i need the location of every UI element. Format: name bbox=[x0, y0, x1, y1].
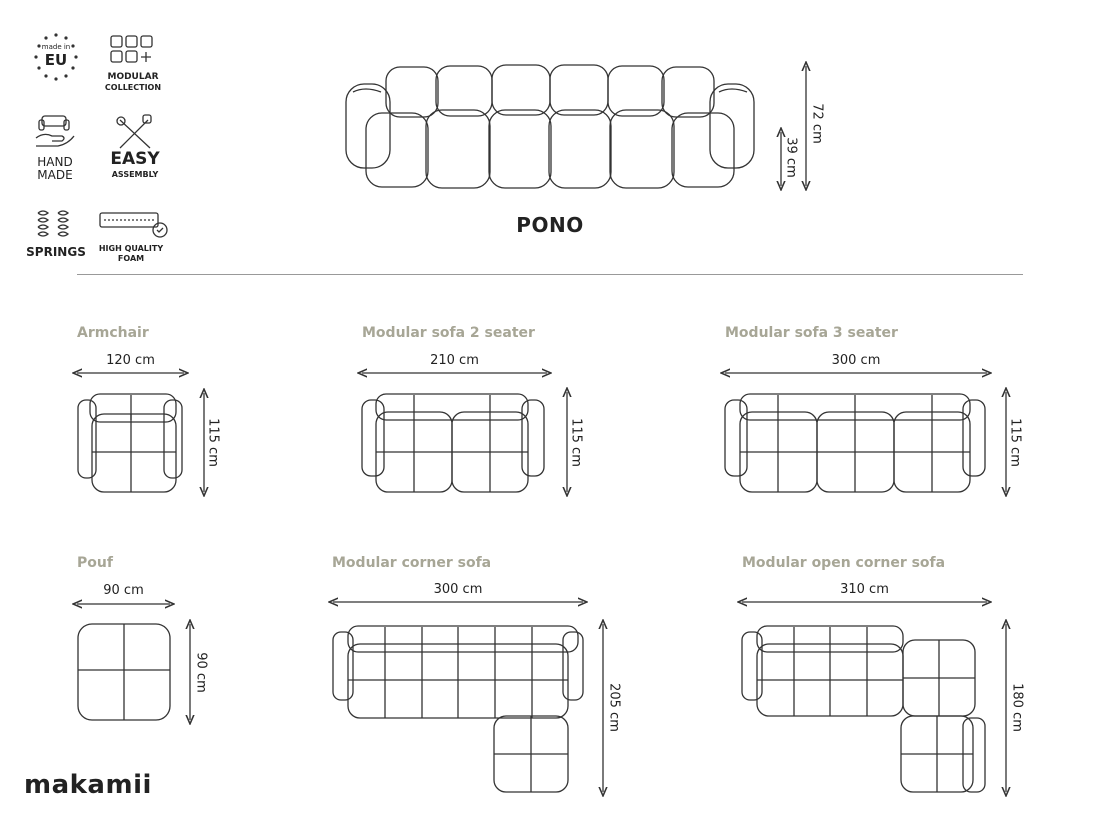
pouf-title: Pouf bbox=[77, 555, 113, 571]
springs-label: SPRINGS bbox=[26, 245, 86, 259]
tools-icon bbox=[117, 115, 151, 148]
corner-width: 300 cm bbox=[433, 582, 483, 597]
open-corner-depth: 180 cm bbox=[1009, 683, 1025, 732]
pono-front-view bbox=[346, 65, 806, 188]
seat-height-label: 39 cm bbox=[783, 137, 799, 178]
sofa2-drawing bbox=[362, 373, 567, 492]
assembly-label: ASSEMBLY bbox=[111, 170, 159, 179]
springs-icon bbox=[38, 211, 68, 236]
foam-label-1: HIGH QUALITY bbox=[98, 244, 164, 253]
pouf-drawing bbox=[77, 604, 190, 720]
brand-logo: makamii bbox=[24, 770, 152, 800]
armchair-depth: 115 cm bbox=[205, 418, 221, 467]
foam-icon bbox=[100, 213, 167, 237]
corner-sofa-drawing bbox=[333, 602, 603, 792]
hand-label: HAND bbox=[37, 155, 73, 169]
sofa2-depth: 115 cm bbox=[568, 418, 584, 467]
armchair-drawing bbox=[77, 373, 204, 492]
sofa2-title: Modular sofa 2 seater bbox=[362, 325, 535, 341]
eu-small-text: made in bbox=[41, 43, 71, 51]
made-label: MADE bbox=[37, 168, 73, 182]
divider bbox=[77, 274, 1023, 275]
sofa3-title: Modular sofa 3 seater bbox=[725, 325, 898, 341]
corner-title: Modular corner sofa bbox=[332, 555, 492, 571]
collection-label: COLLECTION bbox=[104, 83, 162, 92]
pouf-depth: 90 cm bbox=[193, 652, 209, 693]
armchair-width: 120 cm bbox=[106, 353, 155, 368]
open-corner-width: 310 cm bbox=[840, 582, 889, 597]
eu-big-text: EU bbox=[44, 51, 68, 69]
easy-label: EASY bbox=[110, 149, 160, 169]
sofa3-drawing bbox=[725, 373, 1006, 492]
sofa3-depth: 115 cm bbox=[1007, 418, 1023, 467]
total-height-label: 72 cm bbox=[809, 103, 825, 144]
armchair-title: Armchair bbox=[77, 325, 149, 341]
open-corner-title: Modular open corner sofa bbox=[742, 555, 946, 571]
corner-depth: 205 cm bbox=[606, 683, 622, 732]
modular-grid-icon bbox=[111, 36, 152, 62]
product-name: PONO bbox=[516, 213, 584, 237]
sofa2-width: 210 cm bbox=[430, 353, 479, 368]
open-corner-sofa-drawing bbox=[742, 602, 1006, 792]
pouf-width: 90 cm bbox=[103, 583, 144, 598]
modular-label: MODULAR bbox=[107, 72, 159, 82]
foam-label-2: FOAM bbox=[117, 254, 145, 263]
sofa3-width: 300 cm bbox=[831, 353, 881, 368]
handmade-icon bbox=[36, 116, 74, 146]
